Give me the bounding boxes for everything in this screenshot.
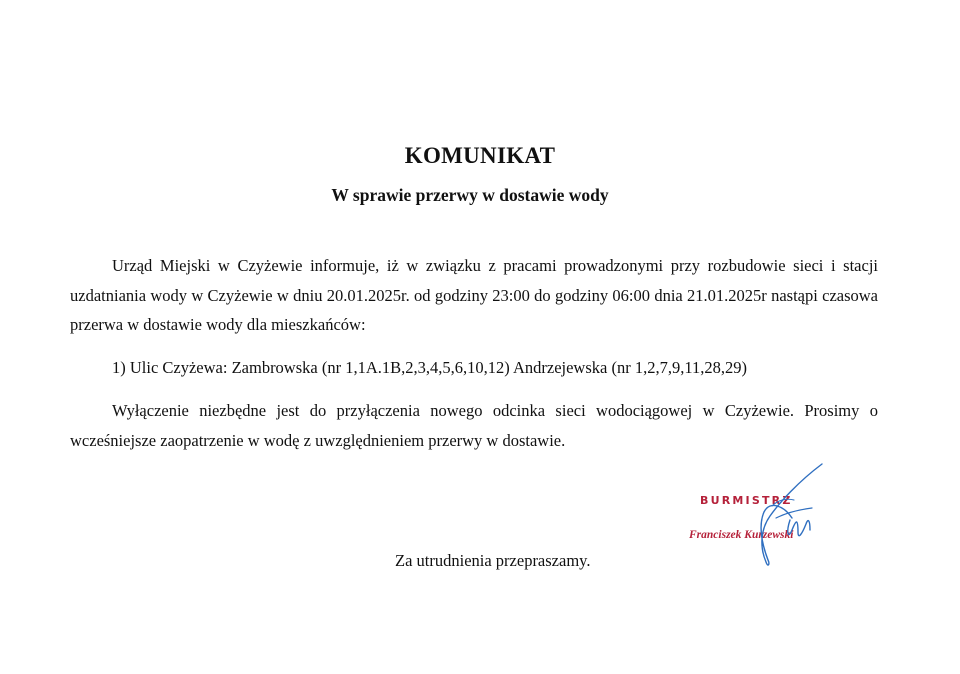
document-subtitle: W sprawie przerwy w dostawie wody	[331, 185, 609, 205]
paragraph-explanation: Wyłączenie niezbędne jest do przyłączenia nowego odcinka sieci wodociągowej w Czyżewie. Prosimy o wcześniejsze zaopatrzenie w wodę z uwzględnieniem przerwy w dostawie.	[70, 401, 878, 450]
closing-apology: Za utrudnienia przepraszamy.	[395, 551, 591, 570]
mayor-stamp	[680, 460, 840, 580]
list-item-streets: 1) Ulic Czyżewa: Zambrowska (nr 1,1A.1B,2,3,4,5,6,10,12) Andrzejewska (nr 1,2,7,9,11,28,29)	[112, 358, 747, 377]
stamp-title: BURMISTRZ	[700, 494, 793, 507]
signature-icon	[680, 460, 840, 580]
document-title: KOMUNIKAT	[404, 143, 556, 168]
paragraph-announcement: Urząd Miejski w Czyżewie informuje, iż w związku z pracami prowadzonymi przy rozbudowie sieci i stacji uzdatniania wody w Czyżewie w dniu 20.01.2025r. od godziny 23:00 do godziny 06:00 dnia 21.01.2025r nastąpi czasowa przerwa w dostawie wody dla mieszkańców:	[70, 256, 878, 334]
stamp-name: Franciszek Kurzewski	[689, 529, 794, 541]
